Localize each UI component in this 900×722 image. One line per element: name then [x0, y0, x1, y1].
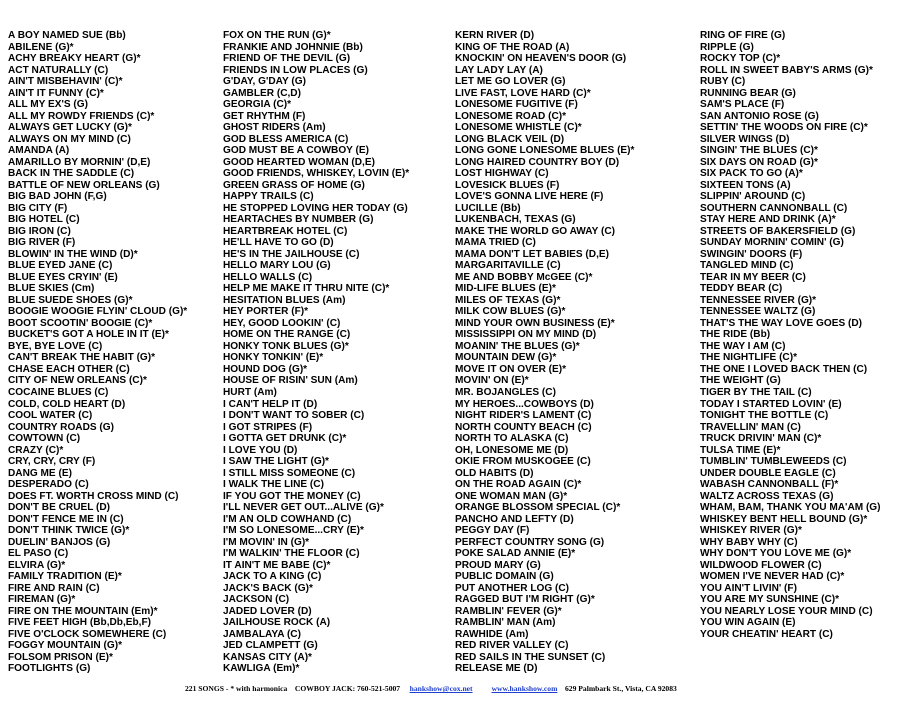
song-item: EL PASO (C) — [8, 548, 69, 560]
song-item: OLD HABITS (D) — [455, 467, 534, 479]
song-item: WOMEN I'VE NEVER HAD (C)* — [700, 571, 845, 583]
song-item: AIN'T MISBEHAVIN' (C)* — [8, 76, 123, 88]
song-item: MAMA TRIED (C) — [455, 237, 536, 249]
song-item: DON'T FENCE ME IN (C) — [8, 513, 124, 525]
song-item: JACKSON (C) — [223, 594, 290, 606]
song-item: PUT ANOTHER LOG (C) — [455, 582, 570, 594]
song-item: BYE, BYE LOVE (C) — [8, 340, 103, 352]
song-item: I'M MOVIN' IN (G)* — [223, 536, 310, 548]
song-item: FIRE AND RAIN (C) — [8, 582, 100, 594]
song-item: THE RIDE (Bb) — [700, 329, 771, 341]
song-item: ELVIRA (G)* — [8, 559, 66, 571]
song-item: AMARILLO BY MORNIN' (D,E) — [8, 156, 151, 168]
song-item: JAILHOUSE ROCK (A) — [223, 617, 331, 629]
song-item: FOX ON THE RUN (G)* — [223, 30, 331, 41]
song-item: RUNNING BEAR (G) — [700, 87, 796, 99]
song-item: HEY, GOOD LOOKIN' (C) — [223, 317, 341, 329]
song-item: MOUNTAIN DEW (G)* — [455, 352, 557, 364]
song-item: THE ONE I LOVED BACK THEN (C) — [700, 363, 868, 375]
song-item: ON THE ROAD AGAIN (C)* — [455, 479, 582, 491]
song-item: COOL WATER (C) — [8, 410, 93, 422]
song-item: ACT NATURALLY (C) — [8, 64, 109, 76]
song-item: TANGLED MIND (C) — [700, 260, 794, 272]
address: 629 Palmbark St., Vista, CA 92083 — [565, 684, 677, 693]
song-item: SAM'S PLACE (F) — [700, 99, 785, 111]
song-item: CAN'T BREAK THE HABIT (G)* — [8, 352, 156, 364]
song-item: PROUD MARY (G) — [455, 559, 541, 571]
song-item: NORTH COUNTY BEACH (C) — [455, 421, 592, 433]
song-item: KNOCKIN' ON HEAVEN'S DOOR (G) — [455, 53, 627, 65]
song-item: YOUR CHEATIN' HEART (C) — [700, 628, 833, 640]
song-item: OKIE FROM MUSKOGEE (C) — [455, 456, 591, 468]
song-item: HE'S IN THE JAILHOUSE (C) — [223, 248, 360, 260]
song-item: LAY LADY LAY (A) — [455, 64, 543, 76]
song-item: BIG RIVER (F) — [8, 237, 76, 249]
song-item: HEARTBREAK HOTEL (C) — [223, 225, 348, 237]
song-item: LONESOME ROAD (C)* — [455, 110, 567, 122]
song-column-1 — [8, 30, 187, 675]
song-item: COLD, COLD HEART (D) — [8, 398, 126, 410]
song-item: LIVE FAST, LOVE HARD (C)* — [455, 87, 591, 99]
footer — [185, 684, 677, 693]
song-item: WALTZ ACROSS TEXAS (G) — [700, 490, 834, 502]
song-item: LONESOME FUGITIVE (F) — [455, 99, 578, 111]
song-item: I CAN'T HELP IT (D) — [223, 398, 318, 410]
song-item: MOVE IT ON OVER (E)* — [455, 363, 567, 375]
song-item: SAN ANTONIO ROSE (G) — [700, 110, 819, 122]
song-item: TRUCK DRIVIN' MAN (C)* — [700, 433, 822, 445]
email-link[interactable]: hankshow@cox.net — [409, 684, 473, 693]
song-item: BLUE SUEDE SHOES (G)* — [8, 294, 133, 306]
song-item: HAPPY TRAILS (C) — [223, 191, 314, 203]
song-item: KING OF THE ROAD (A) — [455, 41, 570, 53]
song-item: BIG CITY (F) — [8, 202, 68, 214]
song-item: STREETS OF BAKERSFIELD (G) — [700, 225, 856, 237]
song-item: FOLSOM PRISON (E)* — [8, 651, 113, 663]
song-item: RELEASE ME (D) — [455, 663, 538, 675]
song-item: ALWAYS GET LUCKY (G)* — [8, 122, 132, 134]
song-item: GOD BLESS AMERICA (C) — [223, 133, 349, 145]
song-item: CITY OF NEW ORLEANS (C)* — [8, 375, 147, 387]
song-item: FIRE ON THE MOUNTAIN (Em)* — [8, 605, 158, 617]
song-item: I LOVE YOU (D) — [223, 444, 298, 456]
song-item: BIG BAD JOHN (F,G) — [8, 191, 107, 203]
song-item: I SAW THE LIGHT (G)* — [223, 456, 329, 468]
song-item: SINGIN' THE BLUES (C)* — [700, 145, 818, 157]
song-item: SIX PACK TO GO (A)* — [700, 168, 803, 180]
song-item: BIG HOTEL (C) — [8, 214, 80, 226]
song-item: LONESOME WHISTLE (C)* — [455, 122, 582, 134]
song-item: HESITATION BLUES (Am) — [223, 294, 346, 306]
song-item: CHASE EACH OTHER (C) — [8, 363, 130, 375]
song-item: SILVER WINGS (D) — [700, 133, 790, 145]
song-item: SIXTEEN TONS (A) — [700, 179, 791, 191]
song-item: MIND YOUR OWN BUSINESS (E)* — [455, 317, 615, 329]
song-item: THE NIGHTLIFE (C)* — [700, 352, 798, 364]
song-item: FIVE FEET HIGH (Bb,Db,Eb,F) — [8, 617, 151, 629]
song-item: COWTOWN (C) — [8, 433, 81, 445]
song-item: COCAINE BLUES (C) — [8, 386, 109, 398]
song-item: MAMA DON'T LET BABIES (D,E) — [455, 248, 609, 260]
song-item: RED RIVER VALLEY (C) — [455, 640, 569, 652]
song-item: ACHY BREAKY HEART (G)* — [8, 53, 141, 65]
song-item: MR. BOJANGLES (C) — [455, 386, 556, 398]
song-item: A BOY NAMED SUE (Bb) — [8, 30, 126, 41]
song-item: I'M AN OLD COWHAND (C) — [223, 513, 352, 525]
song-item: YOU AIN'T LIVIN' (F) — [700, 582, 797, 594]
song-item: MILES OF TEXAS (G)* — [455, 294, 561, 306]
song-item: I'LL NEVER GET OUT...ALIVE (G)* — [223, 502, 384, 514]
song-item: HEY PORTER (F)* — [223, 306, 309, 318]
song-item: IT AIN'T ME BABE (C)* — [223, 559, 331, 571]
song-item: LONG GONE LONESOME BLUES (E)* — [455, 145, 635, 157]
song-item: KAWLIGA (Em)* — [223, 663, 300, 675]
song-item: BUCKET'S GOT A HOLE IN IT (E)* — [8, 329, 169, 341]
song-item: GET RHYTHM (F) — [223, 110, 306, 122]
song-item: ABILENE (G)* — [8, 41, 74, 53]
song-item: ME AND BOBBY McGEE (C)* — [455, 271, 593, 283]
song-item: GREEN GRASS OF HOME (G) — [223, 179, 365, 191]
song-item: TONIGHT THE BOTTLE (C) — [700, 410, 829, 422]
song-item: SETTIN' THE WOODS ON FIRE (C)* — [700, 122, 868, 134]
song-item: BACK IN THE SADDLE (C) — [8, 168, 135, 180]
song-item: MOANIN' THE BLUES (G)* — [455, 340, 580, 352]
song-item: YOU NEARLY LOSE YOUR MIND (C) — [700, 605, 873, 617]
song-item: JAMBALAYA (C) — [223, 628, 301, 640]
song-item: STAY HERE AND DRINK (A)* — [700, 214, 836, 226]
song-item: BLUE EYES CRYIN' (E) — [8, 271, 118, 283]
song-item: IF YOU GOT THE MONEY (C) — [223, 490, 361, 502]
song-item: CRY, CRY, CRY (F) — [8, 456, 96, 468]
song-item: WHISKEY RIVER (G)* — [700, 525, 802, 537]
song-item: GHOST RIDERS (Am) — [223, 122, 326, 134]
song-item: BIG IRON (C) — [8, 225, 71, 237]
song-item: SWINGIN' DOORS (F) — [700, 248, 803, 260]
song-item: I DON'T WANT TO SOBER (C) — [223, 410, 365, 422]
song-item: HOME ON THE RANGE (C) — [223, 329, 351, 341]
song-item: HE STOPPED LOVING HER TODAY (G) — [223, 202, 408, 214]
song-item: I'M WALKIN' THE FLOOR (C) — [223, 548, 360, 560]
song-item: HE'LL HAVE TO GO (D) — [223, 237, 334, 249]
song-item: TRAVELLIN' MAN (C) — [700, 421, 801, 433]
song-item: SIX DAYS ON ROAD (G)* — [700, 156, 818, 168]
song-item: TUMBLIN' TUMBLEWEEDS (C) — [700, 456, 847, 468]
song-item: GOOD FRIENDS, WHISKEY, LOVIN (E)* — [223, 168, 410, 180]
song-item: DON'T BE CRUEL (D) — [8, 502, 111, 514]
song-item: ALL MY ROWDY FRIENDS (C)* — [8, 110, 155, 122]
song-item: WHY DON'T YOU LOVE ME (G)* — [700, 548, 852, 560]
song-item: FOGGY MOUNTAIN (G)* — [8, 640, 123, 652]
song-item: LOVESICK BLUES (F) — [455, 179, 560, 191]
song-item: MISSISSIPPI ON MY MIND (D) — [455, 329, 597, 341]
song-item: RAMBLIN' MAN (Am) — [455, 617, 556, 629]
song-item: WHY BABY WHY (C) — [700, 536, 798, 548]
song-item: TEDDY BEAR (C) — [700, 283, 783, 295]
song-item: WHAM, BAM, THANK YOU MA'AM (G) — [700, 502, 881, 514]
song-item: RED SAILS IN THE SUNSET (C) — [455, 651, 606, 663]
song-column-3 — [455, 30, 634, 675]
song-item: KERN RIVER (D) — [455, 30, 535, 41]
song-item: I'M SO LONESOME...CRY (E)* — [223, 525, 364, 537]
song-item: POKE SALAD ANNIE (E)* — [455, 548, 576, 560]
song-item: FIVE O'CLOCK SOMEWHERE (C) — [8, 628, 167, 640]
song-item: DOES FT. WORTH CROSS MIND (C) — [8, 490, 179, 502]
song-item: HEARTACHES BY NUMBER (G) — [223, 214, 374, 226]
song-item: DON'T THINK TWICE (G)* — [8, 525, 130, 537]
song-item: THAT'S THE WAY LOVE GOES (D) — [700, 317, 863, 329]
song-column-2 — [223, 30, 409, 675]
song-item: UNDER DOUBLE EAGLE (C) — [700, 467, 836, 479]
song-item: RUBY (C) — [700, 76, 746, 88]
song-item: MAKE THE WORLD GO AWAY (C) — [455, 225, 616, 237]
song-item: BOOT SCOOTIN' BOOGIE (C)* — [8, 317, 153, 329]
song-item: AMANDA (A) — [8, 145, 70, 157]
song-item: SUNDAY MORNIN' COMIN' (G) — [700, 237, 844, 249]
song-item: DESPERADO (C) — [8, 479, 89, 491]
song-item: YOU WIN AGAIN (E) — [700, 617, 796, 629]
song-item: LONG BLACK VEIL (D) — [455, 133, 565, 145]
song-column-4 — [700, 30, 881, 640]
song-item: DANG ME (E) — [8, 467, 72, 479]
song-item: TENNESSEE WALTZ (G) — [700, 306, 816, 318]
song-item: TEAR IN MY BEER (C) — [700, 271, 806, 283]
song-item: THE WEIGHT (G) — [700, 375, 781, 387]
song-item: JACK'S BACK (G)* — [223, 582, 313, 594]
song-item: ONE WOMAN MAN (G)* — [455, 490, 568, 502]
song-item: FIREMAN (G)* — [8, 594, 76, 606]
song-item: BLUE SKIES (Cm) — [8, 283, 95, 295]
song-item: I GOTTA GET DRUNK (C)* — [223, 433, 347, 445]
song-item: PANCHO AND LEFTY (D) — [455, 513, 574, 525]
song-item: FRANKIE AND JOHNNIE (Bb) — [223, 41, 363, 53]
song-item: LOVE'S GONNA LIVE HERE (F) — [455, 191, 604, 203]
song-item: RAMBLIN' FEVER (G)* — [455, 605, 562, 617]
song-item: MOVIN' ON (E)* — [455, 375, 529, 387]
song-item: TIGER BY THE TAIL (C) — [700, 386, 812, 398]
song-count-note: 221 SONGS - * with harmonica — [185, 684, 288, 693]
song-item: LUKENBACH, TEXAS (G) — [455, 214, 576, 226]
song-item: BATTLE OF NEW ORLEANS (G) — [8, 179, 160, 191]
song-item: LONG HAIRED COUNTRY BOY (D) — [455, 156, 620, 168]
song-item: FAMILY TRADITION (E)* — [8, 571, 122, 583]
song-item: ALWAYS ON MY MIND (C) — [8, 133, 131, 145]
song-item: ORANGE BLOSSOM SPECIAL (C)* — [455, 502, 621, 514]
song-item: HONKY TONKIN' (E)* — [223, 352, 324, 364]
song-item: FRIENDS IN LOW PLACES (G) — [223, 64, 368, 76]
song-item: TODAY I STARTED LOVIN' (E) — [700, 398, 842, 410]
song-item: I GOT STRIPES (F) — [223, 421, 313, 433]
song-item: PEGGY DAY (F) — [455, 525, 530, 537]
artist-phone: COWBOY JACK: 760-521-5007 — [294, 684, 401, 693]
song-item: RAWHIDE (Am) — [455, 628, 529, 640]
song-item: MILK COW BLUES (G)* — [455, 306, 566, 318]
website-link[interactable]: www.hankshow.com — [491, 684, 558, 693]
song-item: MY HEROES...COWBOYS (D) — [455, 398, 594, 410]
song-item: YOU ARE MY SUNSHINE (C)* — [700, 594, 840, 606]
song-item: HOUSE OF RISIN' SUN (Am) — [223, 375, 358, 387]
song-item: TULSA TIME (E)* — [700, 444, 781, 456]
song-item: BLUE EYED JANE (C) — [8, 260, 113, 272]
song-item: BOOGIE WOOGIE FLYIN' CLOUD (G)* — [8, 306, 188, 318]
song-item: ALL MY EX'S (G) — [8, 99, 88, 111]
song-item: ROLL IN SWEET BABY'S ARMS (G)* — [700, 64, 873, 76]
song-item: RING OF FIRE (G) — [700, 30, 786, 41]
song-item: I WALK THE LINE (C) — [223, 479, 324, 491]
song-item: HURT (Am) — [223, 386, 277, 398]
song-item: CRAZY (C)* — [8, 444, 64, 456]
song-item: KANSAS CITY (A)* — [223, 651, 312, 663]
song-item: RAGGED BUT I'M RIGHT (G)* — [455, 594, 595, 606]
song-item: G'DAY, G'DAY (G) — [223, 76, 306, 88]
song-item: TENNESSEE RIVER (G)* — [700, 294, 817, 306]
song-item: JACK TO A KING (C) — [223, 571, 322, 583]
song-item: GAMBLER (C,D) — [223, 87, 301, 99]
song-item: I STILL MISS SOMEONE (C) — [223, 467, 356, 479]
song-item: MARGARITAVILLE (C) — [455, 260, 561, 272]
song-item: HELLO MARY LOU (G) — [223, 260, 331, 272]
song-item: OH, LONESOME ME (D) — [455, 444, 569, 456]
song-item: PERFECT COUNTRY SONG (G) — [455, 536, 605, 548]
song-item: PUBLIC DOMAIN (G) — [455, 571, 554, 583]
song-item: LET ME GO LOVER (G) — [455, 76, 566, 88]
song-item: WABASH CANNONBALL (F)* — [700, 479, 839, 491]
song-item: GOOD HEARTED WOMAN (D,E) — [223, 156, 375, 168]
song-item: JADED LOVER (D) — [223, 605, 312, 617]
song-item: MID-LIFE BLUES (E)* — [455, 283, 556, 295]
song-item: SOUTHERN CANNONBALL (C) — [700, 202, 848, 214]
song-item: WHISKEY BENT HELL BOUND (G)* — [700, 513, 868, 525]
song-item: LOST HIGHWAY (C) — [455, 168, 549, 180]
song-item: NIGHT RIDER'S LAMENT (C) — [455, 410, 592, 422]
song-item: BLOWIN' IN THE WIND (D)* — [8, 248, 138, 260]
song-item: HONKY TONK BLUES (G)* — [223, 340, 349, 352]
song-item: SLIPPIN' AROUND (C) — [700, 191, 806, 203]
song-item: GOD MUST BE A COWBOY (E) — [223, 145, 369, 157]
song-item: ROCKY TOP (C)* — [700, 53, 781, 65]
song-item: LUCILLE (Bb) — [455, 202, 521, 214]
song-item: WILDWOOD FLOWER (C) — [700, 559, 822, 571]
song-item: RIPPLE (G) — [700, 41, 754, 53]
song-item: DUELIN' BANJOS (G) — [8, 536, 111, 548]
song-item: HELLO WALLS (C) — [223, 271, 313, 283]
song-item: FRIEND OF THE DEVIL (G) — [223, 53, 351, 65]
song-item: NORTH TO ALASKA (C) — [455, 433, 569, 445]
song-item: AIN'T IT FUNNY (C)* — [8, 87, 104, 99]
song-item: COUNTRY ROADS (G) — [8, 421, 114, 433]
song-item: HELP ME MAKE IT THRU NITE (C)* — [223, 283, 390, 295]
song-item: JED CLAMPETT (G) — [223, 640, 318, 652]
song-item: HOUND DOG (G)* — [223, 363, 308, 375]
song-item: FOOTLIGHTS (G) — [8, 663, 91, 675]
song-item: GEORGIA (C)* — [223, 99, 292, 111]
song-item: THE WAY I AM (C) — [700, 340, 786, 352]
